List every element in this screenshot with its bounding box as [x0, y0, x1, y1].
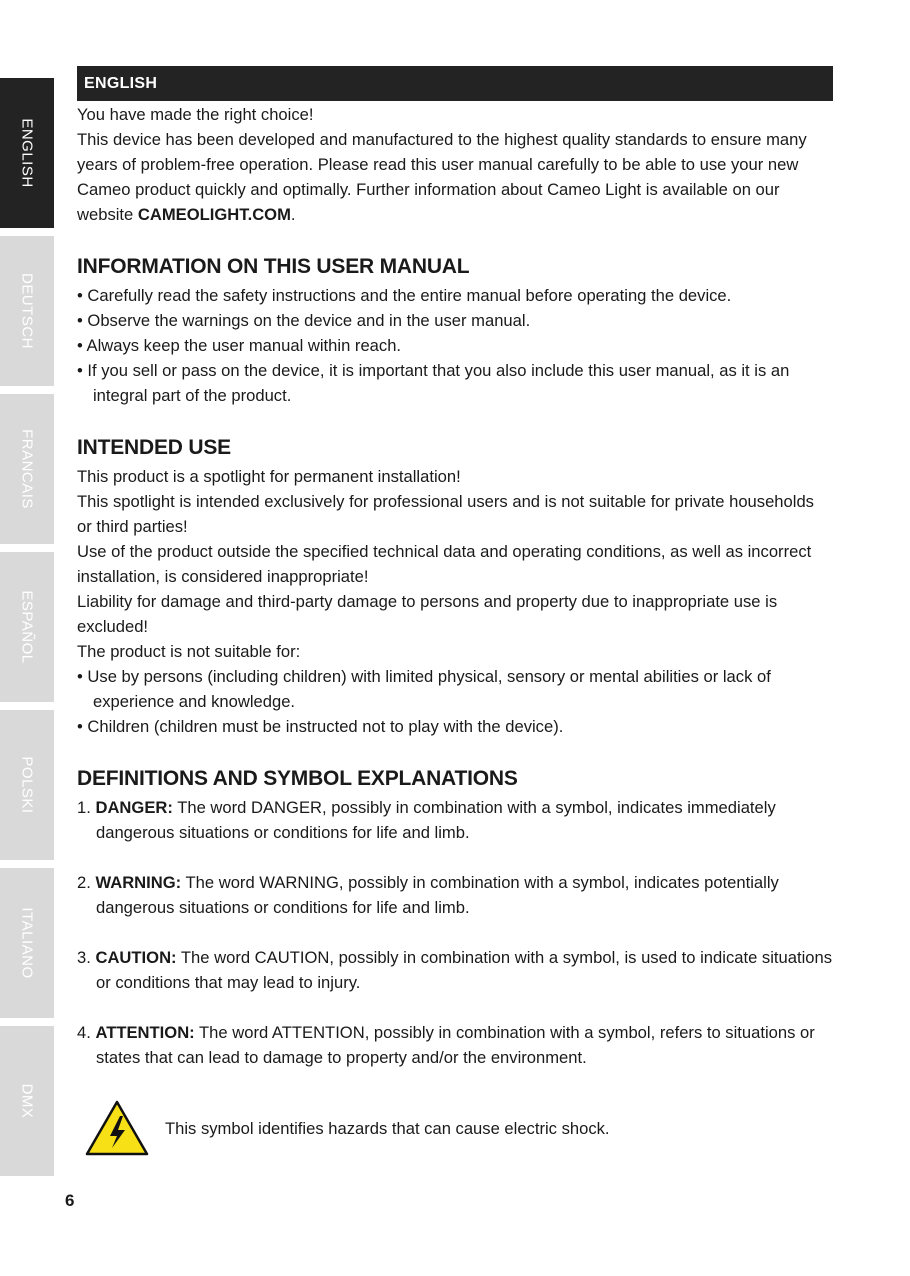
page-number: 6 — [65, 1191, 75, 1210]
tab-deutsch[interactable]: DEUTSCH — [0, 236, 54, 386]
definition-item: 4. ATTENTION: The word ATTENTION, possibly in combination with a symbol, refers to situations or states that can lead to damage to property and/or the environment. — [77, 1023, 815, 1067]
list-item: • Use by persons (including children) with limited physical, sensory or mental abilities or lack of experience and knowledge. — [77, 664, 833, 714]
tab-espanol[interactable]: ESPAÑOL — [0, 552, 54, 702]
list-item: • Always keep the user manual within reach. — [77, 333, 833, 358]
intended-p5: The product is not suitable for: — [77, 642, 301, 661]
tab-polski[interactable]: POLSKI — [0, 710, 54, 860]
intended-p3: Use of the product outside the specified technical data and operating conditions, as well as incorrect installation, is considered inappropriate! — [77, 542, 812, 586]
info-heading: INFORMATION ON THIS USER MANUAL — [77, 255, 470, 278]
definition-item: 2. WARNING: The word WARNING, possibly in combination with a symbol, indicates potentially dangerous situations or conditions for life and limb. — [77, 873, 779, 917]
list-item: • If you sell or pass on the device, it is important that you also include this user manual, as it is an integral part of the product. — [77, 358, 833, 408]
website-link[interactable]: CAMEOLIGHT.COM — [137, 205, 291, 224]
intended-p2: This spotlight is intended exclusively for professional users and is not suitable for private households or third parties! — [77, 492, 814, 536]
intended-use-heading: INTENDED USE — [77, 436, 231, 459]
list-item: • Carefully read the safety instructions and the entire manual before operating the device. — [77, 283, 833, 308]
page-content — [77, 66, 833, 1156]
definitions-heading: DEFINITIONS AND SYMBOL EXPLANATIONS — [77, 767, 518, 790]
intended-p4: Liability for damage and third-party damage to persons and property due to inappropriate use is excluded! — [77, 592, 778, 636]
unsuitable-list — [77, 664, 833, 739]
definitions-list — [77, 795, 833, 1070]
language-tabs — [0, 78, 54, 1184]
intended-p1: This product is a spotlight for permanent installation! — [77, 467, 461, 486]
intro-section — [77, 102, 833, 227]
list-item: • Observe the warnings on the device and in the user manual. — [77, 308, 833, 333]
tab-italiano[interactable]: ITALIANO — [0, 868, 54, 1018]
tab-english[interactable]: ENGLISH — [0, 78, 54, 228]
symbol-explanation — [85, 1100, 833, 1156]
list-item: • Children (children must be instructed not to play with the device). — [77, 714, 833, 739]
info-list — [77, 283, 833, 408]
intro-line: You have made the right choice! — [77, 105, 314, 124]
definition-item: 1. DANGER: The word DANGER, possibly in combination with a symbol, indicates immediately dangerous situations or conditions for life and limb. — [77, 798, 776, 842]
symbol-description: This symbol identifies hazards that can cause electric shock. — [165, 1118, 610, 1138]
definition-item: 3. CAUTION: The word CAUTION, possibly in combination with a symbol, is used to indicate situations or conditions that may lead to injury. — [77, 948, 833, 992]
electric-shock-warning-icon — [85, 1100, 149, 1156]
tab-dmx[interactable]: DMX — [0, 1026, 54, 1176]
intro-body: This device has been developed and manufactured to the highest quality standards to ensure many years of problem-free operation. Please read this user manual carefully to be able to use your new Cameo product quickly and optimally. Further information about Cameo Light is available on our website CAMEOLIGHT.COM. — [77, 130, 807, 224]
section-header: ENGLISH — [77, 66, 833, 101]
tab-francais[interactable]: FRANCAIS — [0, 394, 54, 544]
